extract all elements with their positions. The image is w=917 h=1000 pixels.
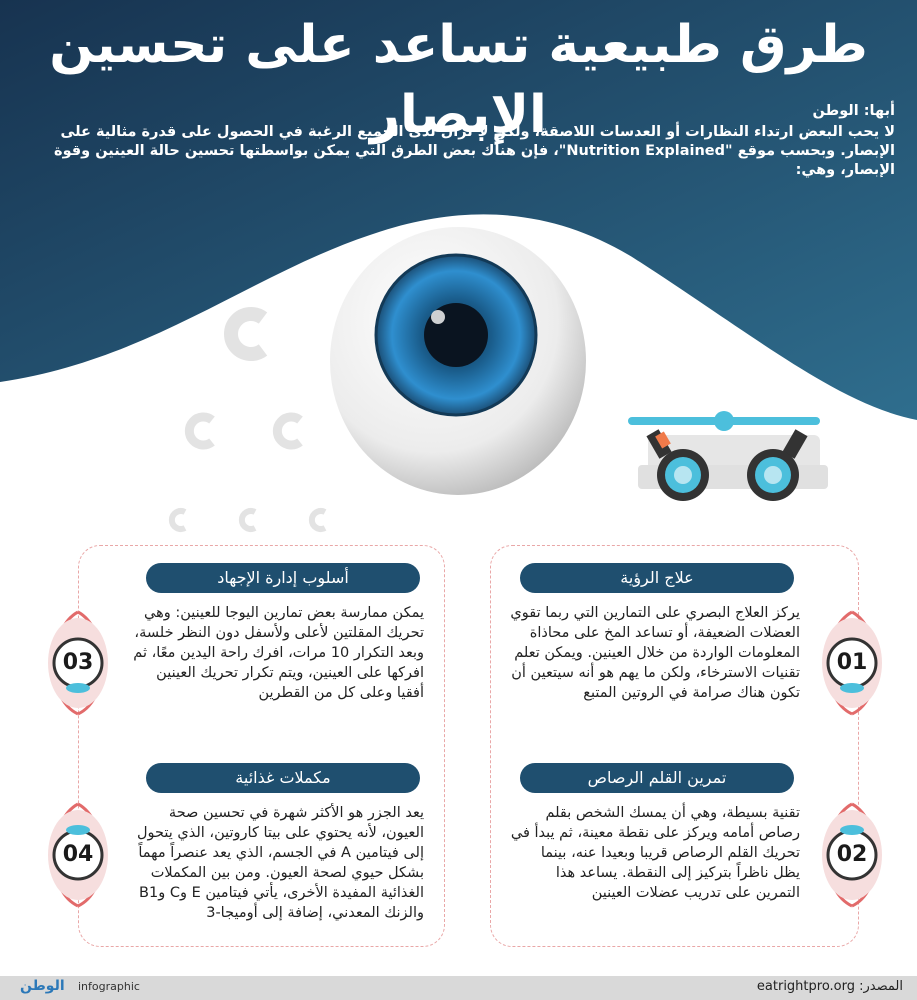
card-01-text: يركز العلاج البصري على التمارين التي ربما تقوي العضلات الضعيفة، أو تساعد المخ على محاذاة المعلومات الواردة من خلال العينين. ويمكن تعلم تقنيات الاسترخاء، ولكن ما يهم هو أنه سيتعين أن تكون هناك صرامة في الروتين المتبع	[510, 605, 800, 701]
footer-logo: الوطن	[20, 978, 65, 994]
card-03-number: 03	[62, 650, 94, 675]
card-04-number: 04	[62, 842, 94, 867]
intro-dateline: أبها: الوطن	[812, 103, 895, 119]
card-03-heading: أسلوب إدارة الإجهاد	[146, 563, 420, 593]
card-01-number: 01	[836, 650, 868, 675]
card-04-text: يعد الجزر هو الأكثر شهرة في تحسين صحة العيون، لأنه يحتوي على بيتا كاروتين، الذي يتحول إلى فيتامين A في الجسم، الذي يعد عنصراً مهماً بشكل حيوي لصحة العيون. ومن بين المكملات الغذائية المفيدة الأخرى، يأتي فيتامين E وC وB1 والزنك المعدني، إضافة إلى أوميجا-3	[137, 805, 424, 921]
footer-source: المصدر: eatrightpro.org	[756, 979, 903, 994]
footer-bar	[0, 976, 917, 1000]
footer-infographic-label: infographic	[78, 980, 140, 993]
card-02-heading: تمرين القلم الرصاص	[520, 763, 794, 793]
intro-text: لا يحب البعض ارتداء النظارات أو العدسات اللاصقة، ولكن لا تزال لدى الجميع الرغبة في الحصول على قدرة مثالية على الإبصار. وبحسب موقع "Nutrition Explained"، فإن هناك بعض الطرق التي يمكن بواسطتها تحسين حالة العينين وقوة الإبصار، وهي:	[54, 124, 895, 178]
page-title: طرق طبيعية تساعد على تحسين الإبصار	[49, 15, 868, 145]
intro-paragraph	[15, 102, 895, 180]
card-04-heading: مكملات غذائية	[146, 763, 420, 793]
card-02-text: تقنية بسيطة، وهي أن يمسك الشخص بقلم رصاص أمامه ويركز على نقطة معينة، ثم يبدأ في تحريك القلم الرصاص قريبا وبعيدا عنه، بينما يظل ناظراً بتركيز إلى النقطة. يساعد هذا التمرين على تدريب عضلات العينين	[510, 805, 800, 901]
eye-test-letter-c-icon	[231, 314, 263, 354]
card-02-number: 02	[836, 842, 868, 867]
eye-test-letter-c-icon	[172, 511, 325, 529]
card-03-text: يمكن ممارسة بعض تمارين اليوجا للعينين: وهي تحريك المقلتين لأعلى ولأسفل دون النظر خلسة، وبعد التكرار 10 مرات، افرك راحة اليدين معًا، ثم افركها على العينين، ويتم تكرار تحريك العينين أفقيا وعلى كل من القطرين	[133, 605, 424, 701]
eye-icon	[328, 225, 588, 497]
optometry-glasses-icon	[628, 405, 828, 515]
card-01-heading: علاج الرؤية	[520, 563, 794, 593]
eye-test-letter-c-icon	[189, 417, 300, 445]
